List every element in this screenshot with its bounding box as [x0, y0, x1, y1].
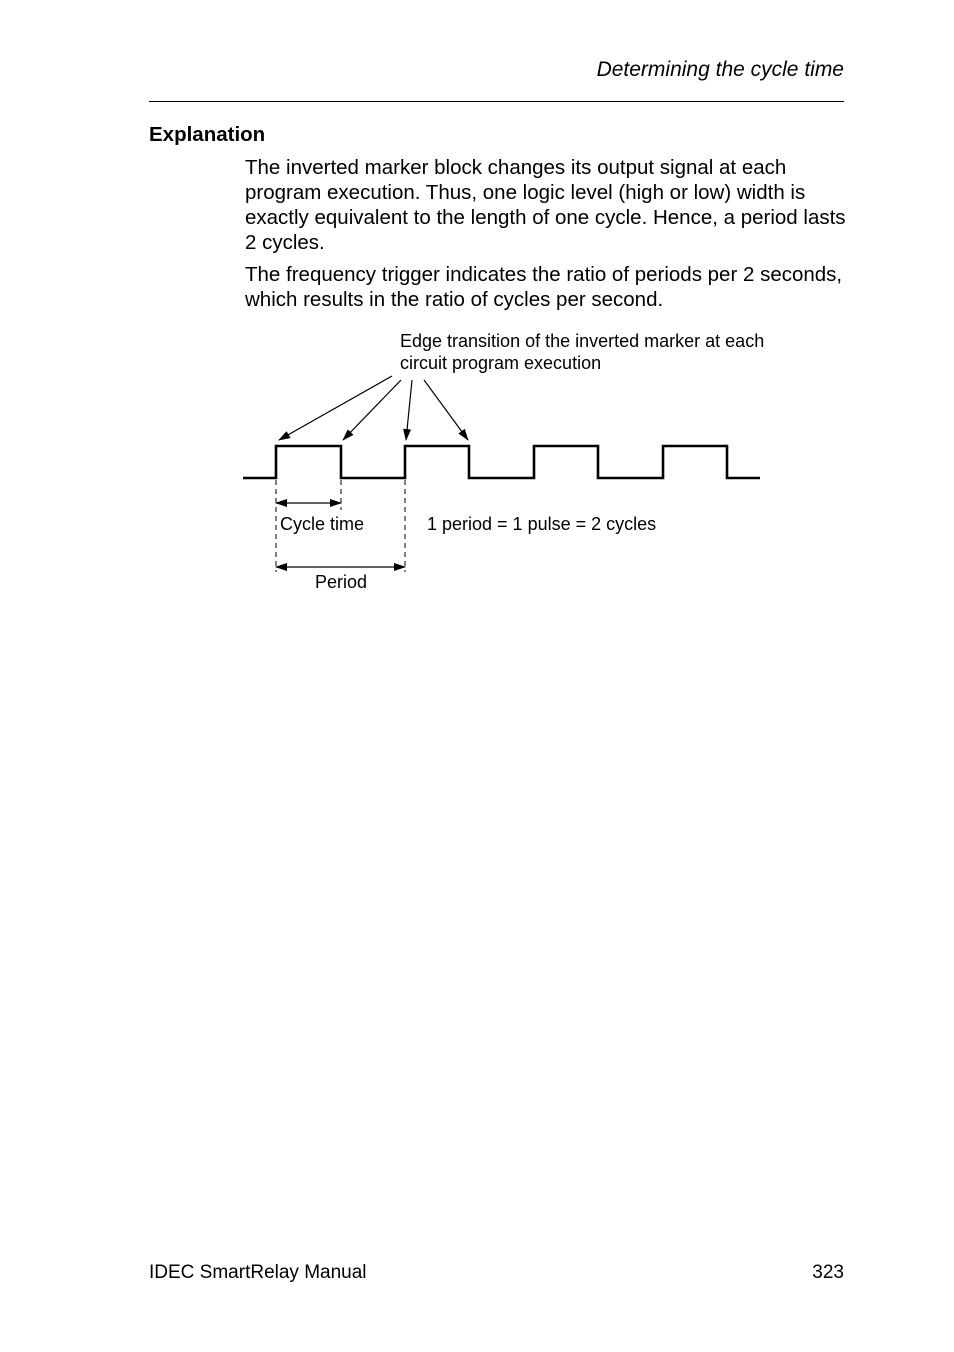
annotation-arrow-1 — [279, 376, 392, 440]
annotation-arrow-3 — [406, 380, 412, 440]
pulse-train-waveform — [243, 446, 760, 478]
edge-transition-annotation-line-1: Edge transition of the inverted marker at each — [400, 331, 765, 351]
section-heading: Explanation — [149, 123, 266, 146]
annotation-arrow-4 — [424, 380, 468, 440]
explanation-paragraph-1: The inverted marker block changes its output signal at each program execution. Thus, one logic level (high or low) width is exactly equivalent to the length of one cycle. Hence, a period lasts 2 cycles. — [245, 156, 846, 254]
footer-page-number: 323 — [812, 1262, 844, 1283]
annotation-arrow-2 — [343, 380, 401, 440]
period-label: Period — [314, 572, 368, 592]
header-rule — [149, 101, 844, 102]
edge-transition-annotation-line-2: circuit program execution — [400, 353, 602, 373]
running-header-title: Determining the cycle time — [596, 58, 844, 81]
cycle-time-label: Cycle time — [280, 514, 365, 534]
period-relation-label: 1 period = 1 pulse = 2 cycles — [427, 514, 657, 534]
explanation-paragraph-2: The frequency trigger indicates the ratio of periods per 2 seconds, which results in the ratio of cycles per second. — [245, 263, 843, 311]
footer-manual-title: IDEC SmartRelay Manual — [149, 1262, 367, 1283]
